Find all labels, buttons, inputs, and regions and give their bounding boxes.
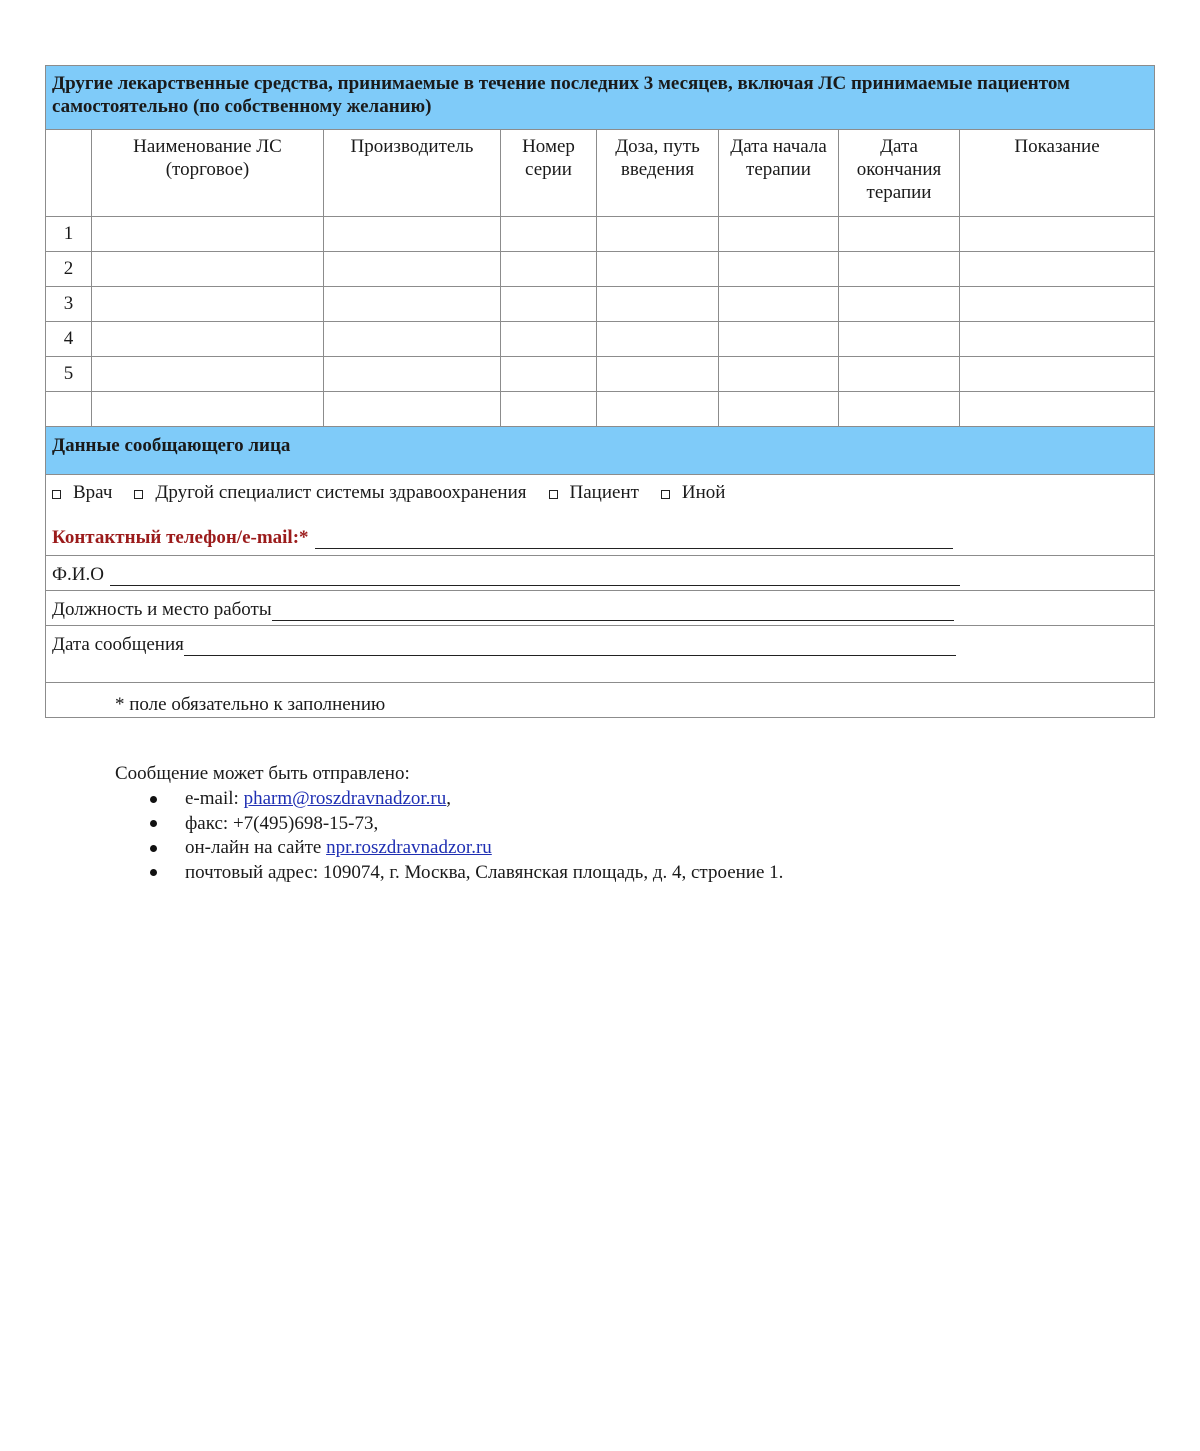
dose-cell[interactable] <box>597 252 719 287</box>
bullet-icon <box>150 796 157 803</box>
list-item <box>150 861 783 886</box>
email-prefix: e-mail: <box>185 788 244 810</box>
dose-cell[interactable] <box>597 322 719 357</box>
bullet-icon <box>150 820 157 827</box>
email-suffix: , <box>446 788 451 810</box>
drug-name-cell[interactable] <box>92 287 324 322</box>
manufacturer-cell[interactable] <box>324 392 501 427</box>
manufacturer-cell[interactable] <box>324 322 501 357</box>
drug-name-cell[interactable] <box>92 392 324 427</box>
manufacturer-cell[interactable] <box>324 357 501 392</box>
end-date-cell[interactable] <box>839 392 960 427</box>
start-date-cell[interactable] <box>719 252 839 287</box>
col-header-start-date: Дата начала терапии <box>719 130 839 217</box>
col-header-number <box>46 130 92 217</box>
end-date-cell[interactable] <box>839 252 960 287</box>
report-date-field <box>52 632 1148 656</box>
drug-name-cell[interactable] <box>92 217 324 252</box>
list-item <box>150 812 783 837</box>
row-number: 2 <box>46 252 92 287</box>
contact-label: Контактный телефон/e-mail:* <box>52 527 309 548</box>
send-methods-intro: Сообщение может быть отправлено: <box>115 763 410 784</box>
row-number: 3 <box>46 287 92 322</box>
table-row <box>46 252 1155 287</box>
bullet-icon <box>150 845 157 852</box>
col-header-dose: Доза, путь введения <box>597 130 719 217</box>
dose-cell[interactable] <box>597 287 719 322</box>
indication-cell[interactable] <box>960 357 1155 392</box>
list-item <box>150 836 783 861</box>
position-input-line[interactable] <box>272 600 954 621</box>
role-label: Другой специалист системы здравоохранения <box>155 482 527 503</box>
row-number <box>46 392 92 427</box>
drug-name-cell[interactable] <box>92 322 324 357</box>
online-prefix: он-лайн на сайте <box>185 837 327 859</box>
reporter-role-cell <box>46 475 1155 556</box>
checkbox-icon[interactable] <box>52 490 61 499</box>
start-date-cell[interactable] <box>719 357 839 392</box>
role-label: Врач <box>73 482 113 503</box>
contact-field <box>52 527 1148 549</box>
table-row <box>46 217 1155 252</box>
end-date-cell[interactable] <box>839 322 960 357</box>
report-form-table <box>45 65 1155 718</box>
indication-cell[interactable] <box>960 217 1155 252</box>
bullet-icon <box>150 869 157 876</box>
fio-field <box>52 562 1148 586</box>
indication-cell[interactable] <box>960 252 1155 287</box>
manufacturer-cell[interactable] <box>324 287 501 322</box>
table-row <box>46 322 1155 357</box>
row-number: 5 <box>46 357 92 392</box>
table-row <box>46 287 1155 322</box>
fio-input-line[interactable] <box>110 565 960 586</box>
table-row <box>46 357 1155 392</box>
drug-name-cell[interactable] <box>92 357 324 392</box>
batch-cell[interactable] <box>501 392 597 427</box>
role-option-patient[interactable] <box>549 482 639 504</box>
report-date-input-line[interactable] <box>184 635 956 656</box>
row-number: 4 <box>46 322 92 357</box>
role-label: Иной <box>681 482 726 503</box>
dose-cell[interactable] <box>597 392 719 427</box>
end-date-cell[interactable] <box>839 287 960 322</box>
row-number: 1 <box>46 217 92 252</box>
online-link[interactable]: npr.roszdravnadzor.ru <box>326 837 492 859</box>
batch-cell[interactable] <box>501 287 597 322</box>
fio-label: Ф.И.О <box>52 564 104 585</box>
indication-cell[interactable] <box>960 287 1155 322</box>
position-field <box>52 597 1148 621</box>
col-header-manufacturer: Производитель <box>324 130 501 217</box>
checkbox-icon[interactable] <box>134 490 143 499</box>
col-header-batch: Номер серии <box>501 130 597 217</box>
batch-cell[interactable] <box>501 252 597 287</box>
column-header-row <box>46 130 1155 217</box>
section-other-drugs-title: Другие лекарственные средства, принимаемые в течение последних 3 месяцев, включая ЛС принимаемые пациентом самостоятельно (по собственному желанию) <box>46 66 1155 130</box>
checkbox-icon[interactable] <box>661 490 670 499</box>
role-option-doctor[interactable] <box>52 482 112 504</box>
send-methods-list <box>150 787 783 885</box>
batch-cell[interactable] <box>501 357 597 392</box>
dose-cell[interactable] <box>597 357 719 392</box>
col-header-end-date: Дата окончания терапии <box>839 130 960 217</box>
manufacturer-cell[interactable] <box>324 217 501 252</box>
indication-cell[interactable] <box>960 392 1155 427</box>
role-option-other[interactable] <box>661 482 726 504</box>
list-item <box>150 787 783 812</box>
drug-name-cell[interactable] <box>92 252 324 287</box>
fio-cell <box>46 556 1155 591</box>
contact-input-line[interactable] <box>315 528 953 549</box>
col-header-indication: Показание <box>960 130 1155 217</box>
required-field-footnote: * поле обязательно к заполнению <box>115 694 386 715</box>
email-link[interactable]: pharm@roszdravnadzor.ru <box>243 788 447 810</box>
report-date-cell <box>46 626 1155 683</box>
indication-cell[interactable] <box>960 322 1155 357</box>
end-date-cell[interactable] <box>839 357 960 392</box>
position-label: Должность и место работы <box>52 599 272 620</box>
section-reporter-title: Данные сообщающего лица <box>46 427 1155 475</box>
batch-cell[interactable] <box>501 322 597 357</box>
table-row <box>46 392 1155 427</box>
role-option-other-specialist[interactable] <box>134 482 526 504</box>
dose-cell[interactable] <box>597 217 719 252</box>
position-cell <box>46 591 1155 626</box>
col-header-drug-name: Наименование ЛС (торговое) <box>92 130 324 217</box>
checkbox-icon[interactable] <box>549 490 558 499</box>
end-date-cell[interactable] <box>839 217 960 252</box>
manufacturer-cell[interactable] <box>324 252 501 287</box>
start-date-cell[interactable] <box>719 217 839 252</box>
batch-cell[interactable] <box>501 217 597 252</box>
start-date-cell[interactable] <box>719 322 839 357</box>
fax-text: факс: +7(495)698-15-73, <box>185 812 379 834</box>
start-date-cell[interactable] <box>719 392 839 427</box>
postal-address: почтовый адрес: 109074, г. Москва, Славянская площадь, д. 4, строение 1. <box>185 861 784 883</box>
report-date-label: Дата сообщения <box>52 634 184 655</box>
start-date-cell[interactable] <box>719 287 839 322</box>
reporter-role-options <box>52 481 1148 505</box>
role-label: Пациент <box>569 482 639 503</box>
